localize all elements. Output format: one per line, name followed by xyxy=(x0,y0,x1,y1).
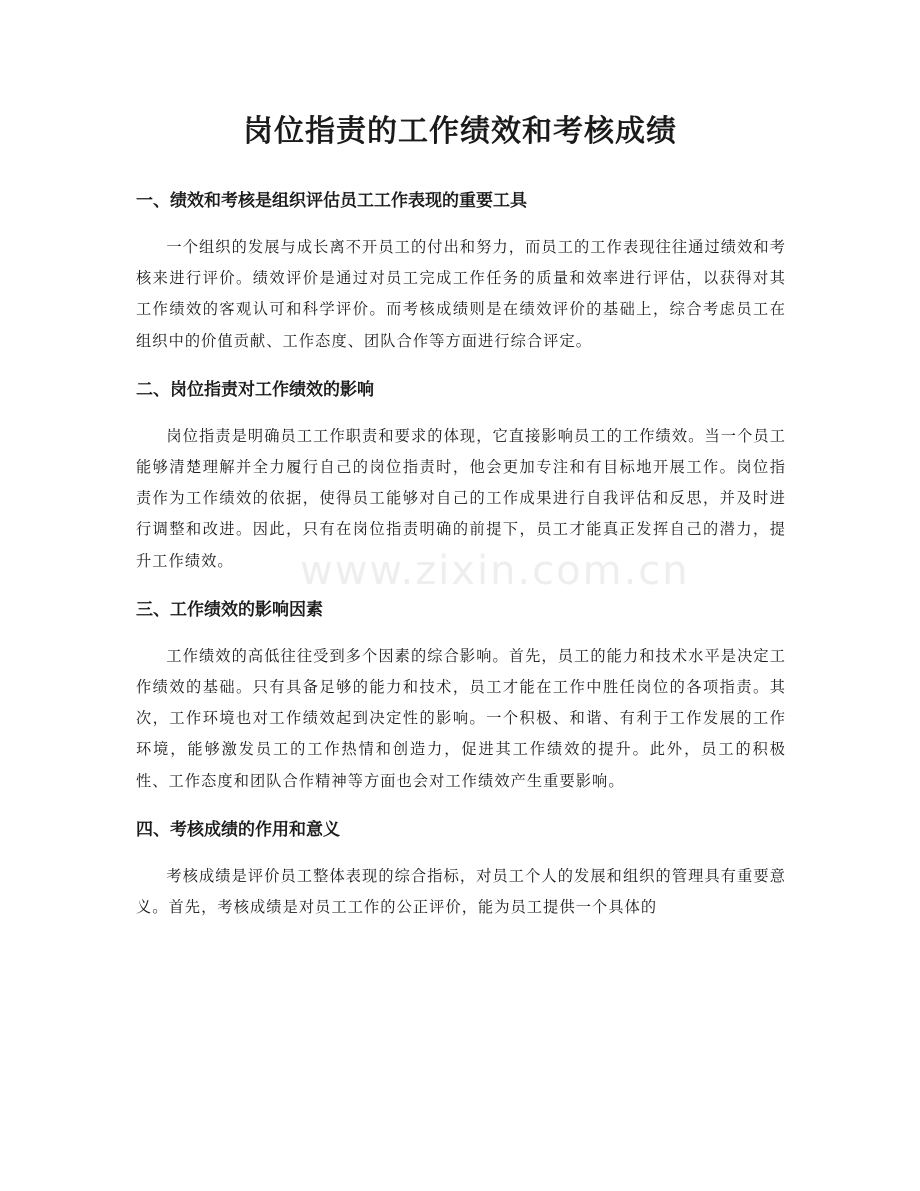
section-paragraph: 岗位指责是明确员工工作职责和要求的体现，它直接影响员工的工作绩效。当一个员工能够清楚理解并全力履行自己的岗位指责时，他会更加专注和有目标地开展工作。岗位指责作为工作绩效的依据，使得员工能够对自己的工作成果进行自我评估和反思，并及时进行调整和改进。因此，只有在岗位指责明确的前提下，员工才能真正发挥自己的潜力，提升工作绩效。 xyxy=(136,426,786,570)
section-heading: 二、岗位指责对工作绩效的影响 xyxy=(136,379,374,400)
document-body xyxy=(136,186,786,941)
section-3 xyxy=(136,595,786,797)
document-title: 岗位指责的工作绩效和考核成绩 xyxy=(243,114,677,149)
section-heading: 三、工作绩效的影响因素 xyxy=(136,599,323,620)
section-4 xyxy=(136,815,786,923)
section-paragraph: 工作绩效的高低往往受到多个因素的综合影响。首先，员工的能力和技术水平是决定工作绩效的基础。只有具备足够的能力和技术，员工才能在工作中胜任岗位的各项指责。其次，工作环境也对工作绩效起到决定性的影响。一个积极、和谐、有利于工作发展的工作环境，能够激发员工的工作热情和创造力，促进其工作绩效的提升。此外，员工的积极性、工作态度和团队合作精神等方面也会对工作绩效产生重要影响。 xyxy=(136,646,786,790)
watermark: www.zixin.com.cn xyxy=(300,548,690,594)
section-1 xyxy=(136,186,786,357)
section-heading: 四、考核成绩的作用和意义 xyxy=(136,819,340,840)
section-heading: 一、绩效和考核是组织评估员工工作表现的重要工具 xyxy=(136,191,527,211)
section-paragraph: 考核成绩是评价员工整体表现的综合指标，对员工个人的发展和组织的管理具有重要意义。首先，考核成绩是对员工工作的公正评价，能为员工提供一个具体的 xyxy=(136,866,786,917)
section-paragraph: 一个组织的发展与成长离不开员工的付出和努力，而员工的工作表现往往通过绩效和考核来进行评价。绩效评价是通过对员工完成工作任务的质量和效率进行评估，以获得对其工作绩效的客观认可和科学评价。而考核成绩则是在绩效评价的基础上，综合考虑员工在组织中的价值贡献、工作态度、团队合作等方面进行综合评定。 xyxy=(136,238,786,350)
section-2 xyxy=(136,375,786,577)
